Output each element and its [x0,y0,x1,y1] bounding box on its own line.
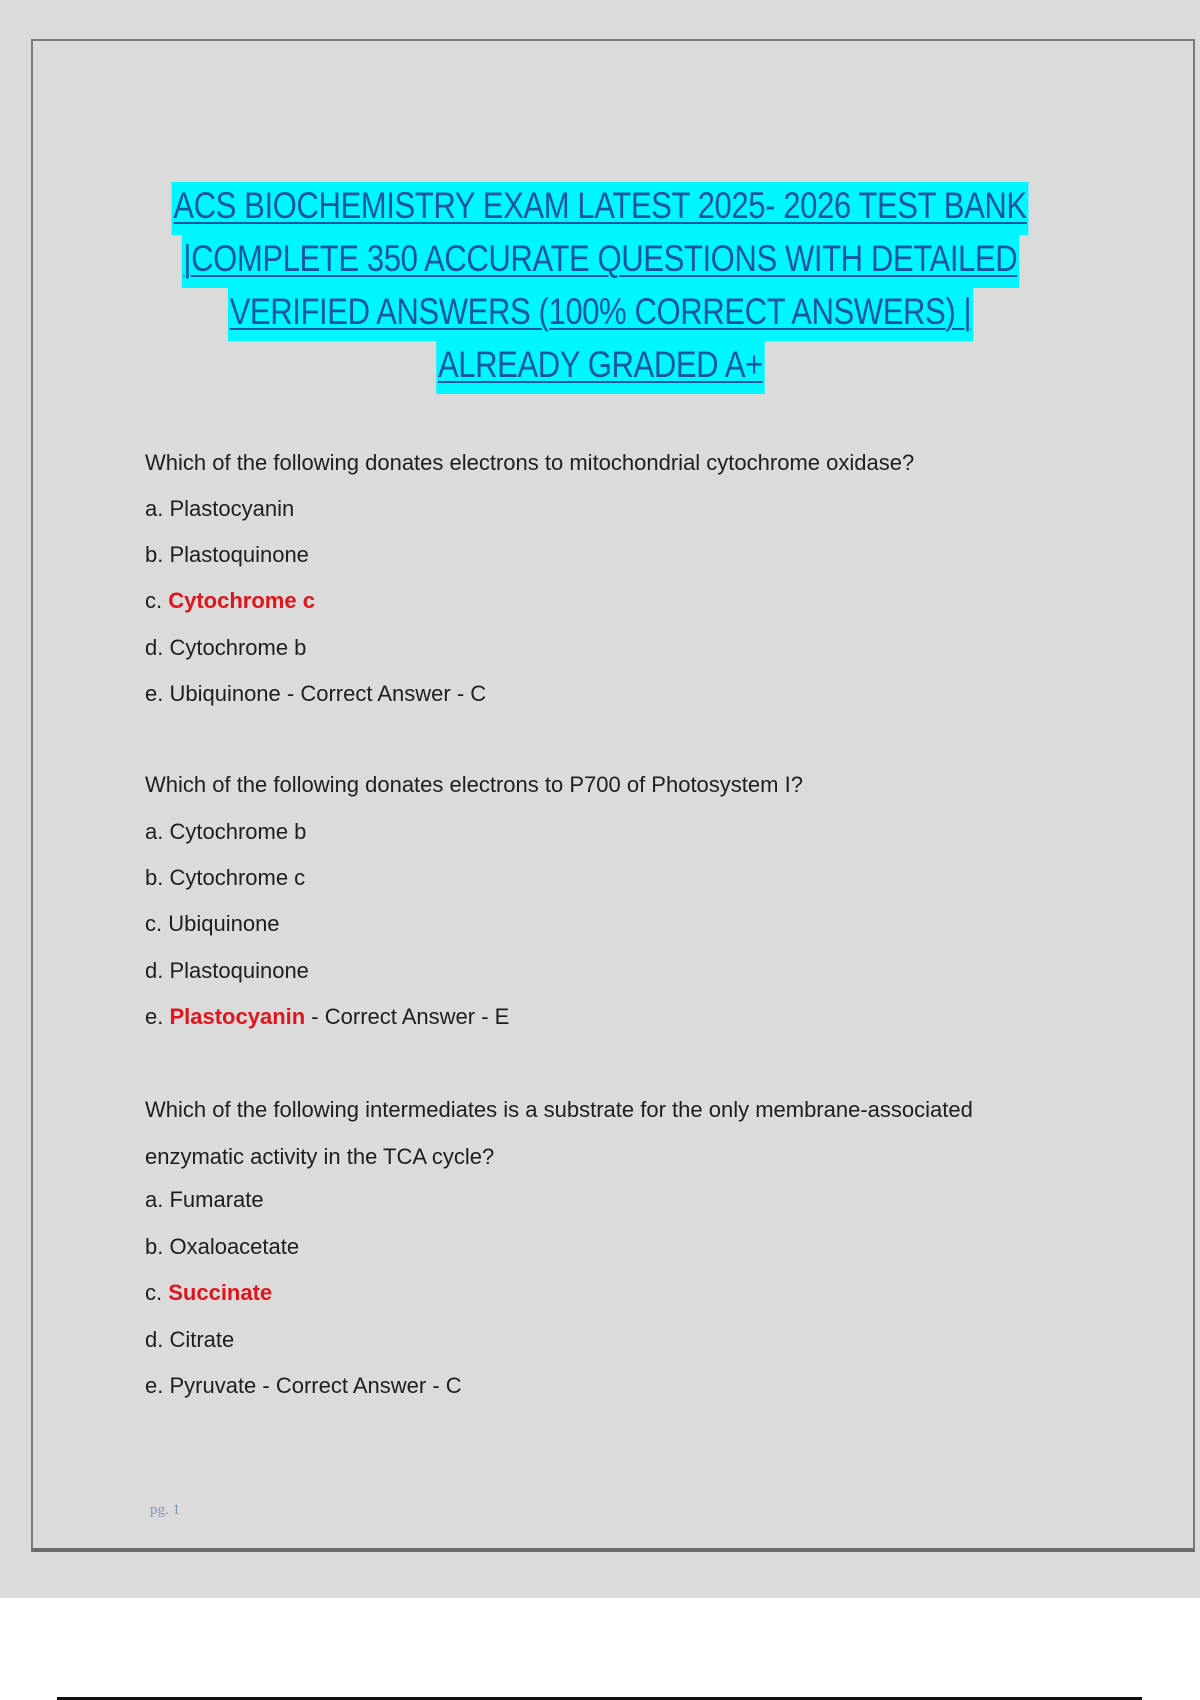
title-line: ALREADY GRADED A+ [436,341,764,394]
question-1-option-c [145,588,315,614]
question-2-option-b [145,865,305,891]
option-prefix: a. [145,819,170,844]
title-line: VERIFIED ANSWERS (100% CORRECT ANSWERS) | [228,288,973,341]
correct-answer-note: - Correct Answer - C [280,681,487,706]
correct-answer-note: - Correct Answer - C [256,1373,462,1398]
question-2-option-c [145,911,280,937]
question-1-text: Which of the following donates electrons to mitochondrial cytochrome oxidase? [145,450,915,475]
option-text: Fumarate [169,1187,264,1212]
option-prefix: d. [145,635,170,660]
option-prefix: a. [145,1187,170,1212]
option-text: Citrate [169,1327,235,1352]
option-prefix: c. [145,1280,169,1305]
page-number: pg. 1 [150,1502,180,1518]
question-3-option-c [145,1280,272,1306]
option-prefix: d. [145,958,170,983]
question-3-option-d [145,1327,234,1353]
correct-answer-note: - Correct Answer - E [305,1004,510,1029]
question-1-option-b [145,542,309,568]
option-prefix: c. [145,911,169,936]
correct-option-text: Succinate [168,1280,273,1305]
question-2-option-e [145,1004,509,1030]
option-text: Plastocyanin [169,496,295,521]
option-prefix: b. [145,1234,170,1259]
correct-option-text: Cytochrome c [168,588,315,613]
option-text: Ubiquinone [169,681,281,706]
question-3-text-line-1: Which of the following intermediates is a substrate for the only membrane-associated [145,1097,973,1122]
option-text: Cytochrome c [169,865,306,890]
title-line: ACS BIOCHEMISTRY EXAM LATEST 2025- 2026 TEST BANK [172,182,1029,235]
question-3-option-e [145,1373,462,1399]
question-3-option-a [145,1187,264,1213]
option-text: Plastoquinone [169,542,309,567]
correct-option-text: Plastocyanin [169,1004,306,1029]
option-prefix: e. [145,681,170,706]
option-text: Pyruvate [169,1373,257,1398]
question-2-option-d [145,958,309,984]
option-prefix: d. [145,1327,170,1352]
question-1-option-a [145,496,294,522]
question-1-option-d [145,635,306,661]
option-prefix: b. [145,865,170,890]
question-3-text-line-2: enzymatic activity in the TCA cycle? [145,1144,495,1169]
question-1-option-e [145,681,486,707]
option-text: Oxaloacetate [169,1234,300,1259]
option-prefix: c. [145,588,169,613]
option-text: Cytochrome b [169,819,307,844]
option-prefix: b. [145,542,170,567]
option-text: Cytochrome b [169,635,307,660]
question-2-option-a [145,819,306,845]
option-prefix: e. [145,1373,170,1398]
document-title [0,182,1200,394]
option-text: Plastoquinone [169,958,309,983]
option-prefix: e. [145,1004,170,1029]
option-text: Ubiquinone [168,911,280,936]
question-3-option-b [145,1234,299,1260]
option-prefix: a. [145,496,170,521]
question-2-text: Which of the following donates electrons to P700 of Photosystem I? [145,772,803,797]
title-line: |COMPLETE 350 ACCURATE QUESTIONS WITH DETAILED [181,235,1018,288]
